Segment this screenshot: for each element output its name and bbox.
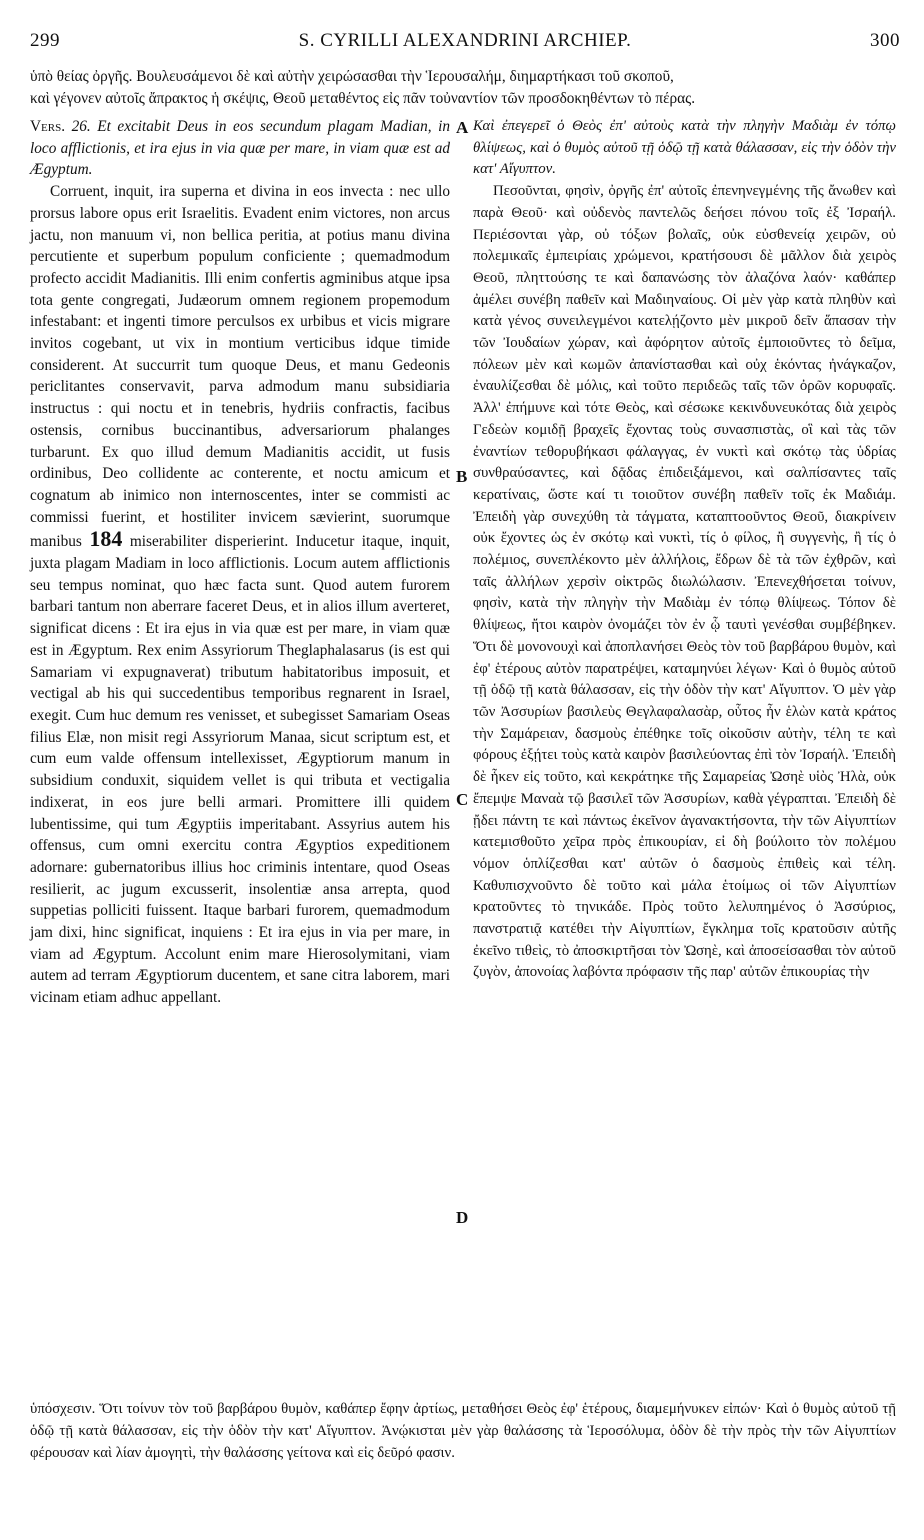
latin-verse — [30, 116, 450, 181]
greek-paragraph: Πεσοῦνται, φησὶν, ὀργῆς ἐπ' αὐτοῖς ἐπενηνεγμένης τῆς ἄνωθεν καὶ παρὰ Θεοῦ· καὶ οὐδενὸς παντελῶς δεήσει πόνου τοῖς ἐξ Ἰσραήλ. Περιέσονται γὰρ, οὐ τόξων βολαῖς, οὐκ εὐσθενείᾳ χειρῶν, οὐ πολεμικαῖς ἐμπειρίαις χρώμενοι, κρατήσουσι δὲ μᾶλλον διὰ χειρὸς Θεοῦ, πληττούσης τε καὶ δαπανώσης τὸν ἀλαζόνα λαόν· καθάπερ ἀμέλει συνέβη παθεῖν καὶ Μαδιηναίους. Οἱ μὲν γὰρ κατὰ πληθὺν καὶ κατὰ γένος συνειλεγμένοι κατελῄζοντο μὲν μικροῦ δεῖν ἅπασαν τὴν τῶν Ἰουδαίων χώραν, καὶ ἀφόρητον αὐτοῖς ἐμποιοῦντες τὸ δεῖμα, πόλεων μὲν καὶ κωμῶν ἀπανίστασθαι καὶ οὐχ ἑκόντας ἠνάγκαζον, ἐναυλίζεσθαι δὲ μόλις, καὶ τοῦτο περιδεῶς ταῖς τῶν ὀρῶν κορυφαῖς. Ἀλλ' ἐπήμυνε καὶ τότε Θεὸς, καὶ σέσωκε κεκινδυνευκότας διὰ χειρὸς Γεδεὼν κομιδῇ βραχεῖς ἔχοντας τοὺς συνασπιστὰς, οἳ καὶ τὰς τῶν ἐναντίων τεθορυβήκασι φάλαγγας, ἐν νυκτὶ καὶ σκότῳ τὰς ὑδρίας συνθραύσαντες, καὶ δᾷδας ἐπιδειξάμενοι, καὶ σαλπίσαντες ταῖς κερατίναις, ὥστε καί τι τοιοῦτον συνέβη παθεῖν τοῖς ἐκ Μαδιάμ. Ἐπειδὴ γὰρ συνεχύθη τὰ τάγματα, καταπτοοῦντος Θεοῦ, διακρίνειν οὐκ ἔχοντες ὡς ἐν σκότῳ καὶ νυκτὶ, τίς ὁ φίλος, ἢ συγγενὴς, ἢ τίς ὁ πολέμιος, συνεπλέκοντο μὲν ἀλλήλοις, ἔδρων δὲ τὰ τῶν ἐχθρῶν, καὶ ταῖς ἀλλήλων χερσὶν οἰκτρῶς διωλώλασιν. Ἐπενεχθήσεται τοίνυν, φησὶν, κατὰ τὴν πληγὴν τὴν Μαδιὰμ ἐν τόπῳ θλίψεως. Τόπον δὲ θλίψεως, ἤτοι καιρὸν ὀνομάζει τὸν ἐν ᾧ ταυτὶ γενέσθαι συμβέβηκεν. Ὅτι δὲ μονονουχὶ καὶ ἀποπλανήσει Θεὸς τὸν τοῦ βαρβάρου θυμὸν, καὶ ἐφ' ἑτέρους αὐτὸν παρατρέψει, καταμηνύει λέγων· Καὶ ὁ θυμὸς αὐτοῦ τῇ ὁδῷ τῇ κατὰ θάλασσαν, εἰς τὴν ὁδὸν τὴν κατ' Αἴγυπτον. Ὁ μὲν γὰρ τῶν Ἀσσυρίων βασιλεὺς Θεγλαφαλασὰρ, οὗτος ἦν ἑλὼν κατὰ κράτος τὴν Σαμάρειαν, δασμοὺς ἐπέθηκε τοῖς οἰκοῦσιν αὐτὴν, τέλη τε καὶ φόρους ἐξῄτει τοὺς κατὰ καιρὸν βασιλεύοντας ἐπὶ τὸν Ἰσραήλ. Ἐπειδὴ δὲ ἧκεν εἰς τοῦτο, καὶ κεκράτηκε τῆς Σαμαρείας Ὠσηὲ υἱὸς Ἠλὰ, οὐκ ἔπεμψε Μαναὰ τῷ βασιλεῖ τῶν Ἀσσυρίων, καθὰ γέγραπται. Ἐπειδὴ δὲ ᾔδει πάντη τε καὶ πάντως ἐκεῖνον ἀγανακτήσοντα, τὴν τῶν Αἰγυπτίων κατεμισθοῦτο χεῖρα πρὸς ἐπικουρίαν, εἰ δὴ βούλοιτο τὸν πολέμου νόμον ὁπλίζεσθαι κατ' αὐτῶν ὁ δασμοὺς ἐπιθεὶς καὶ τέλη. Καθυπισχνοῦντο δὲ τοῦτο καὶ μάλα ἑτοίμως οἱ τῶν Αἰγυπτίων κρατοῦντες τὸ τηνικάδε. Πρὸς τοῦτο λελυπημένος ὁ Ἀσσύριος, πανστρατιᾷ κατέθει τὴν Αἰγυπτίων, ἔγκλημα τοῖς κρατοῦσιν αὐτῆς ἐκεῖνο τιθεὶς, τὸ ἀποσκιρτῆσαι τὸν Ὠσηὲ, καὶ ἀποσείσασθαι τὸν αὐτοῦ ζυγὸν, ἀπονοίας λαβόντα πρόφασιν τῆς παρ' αὐτῶν ἐπικουρίας τὴν — [473, 183, 896, 981]
latin-text-part-2: miserabiliter disperierint. Inducetur itaque, inquit, juxta plagam Madiam in loco afflictionis. Locum autem afflictionis seu tempus nominat, quo hæc facta sunt. Quod autem furorem barbari tantum non aberrare faceret Deus, et in alios illum averteret, significat dicens : Et ira ejus in via quæ est per mare, in viam quæ est in Ægyptum. Rex enim Assyriorum Theglaphalasarus (is est qui Samariam vi expugnaverat) tributum habitatoribus imposuit, et vectigal ab his qui succedentibus temporibus regnarent in Israel, exegit. Cum huc demum res venisset, et subegisset Samariam Oseas filius Elæ, non misit regi Assyriorum Manaa, sicut scriptum est, et cum eum valde offensum intellexisset, Ægyptiorum manum in subsidium conduxit, siquidem vellet is qui tributa et vectigalia indixerat, in eos jure belli armari. Promittere illi quidem lubentissime, qui tum Ægyptiis imperitabant. Assyrius autem his offensus, cum omni exercitu contra Ægyptios expeditionem adornare: gubernatoribus illius hoc criminis intentare, quod Oseas resilierit, ac jugum excusserit, insolentiæ ansa arrepta, quod suppetias polliciti fuissent. Itaque barbari furorem, quemadmodum jam dixi, hinc significat, inquiens : Et ira ejus in via per mare, in viam ad Ægyptum. Accolunt enim mare Hierosolymitani, viam autem ad terram Ægyptiorum ducentem, et sane citra laborem, mari vicinam etiam adhuc appellant. — [30, 533, 451, 1007]
verse-label: Vers. — [30, 118, 66, 135]
top-greek-line-2: καὶ γέγονεν αὐτοῖς ἄπρακτος ἡ σκέψις, Θεοῦ μεταθέντος εἰς πᾶν τοὐναντίον τῶν προσδοκηθέντων τὸ πέρας. — [30, 90, 696, 107]
latin-text-part-1: Corruent, inquit, ira superna et divina in eos invecta : nec ullo prorsus labore opus erit Israelitis. Evadent enim victores, non arcus jactu, non manuum vi, non bellica peritia, at potius manu divina percutiente et superbum populum conficiente ; quemadmodum profecto accidit Madianitis. Illi enim confertis agminibus atque ipsa tota gente congregati, Judæorum omnem regionem propemodum infestabant: et ingenti timore perculsos ex urbibus et vicis migrare invitos cogebant, ut vix in montium verticibus idque timide considerent. At succurrit tum quoque Deus, et manu Gedeonis periclitantes conservavit, parva admodum manu subsidiaria instructus : qui noctu et in tenebris, hydriis confractis, facibus ostensis, cornibus buccinantibus, adversariorum phalanges turbarunt. Ex quo illud demum Madianitis accidit, ut fusis ordinibus, Deo collidente ac conterente, et noctu amicum et cognatum ab inimico non internoscentes, inter se commisti ac commissi fuerint, et hostiliter invicem sævierint, suorumque manibus — [30, 183, 450, 551]
running-title: S. CYRILLI ALEXANDRINI ARCHIEP. — [298, 30, 632, 51]
bottom-greek-paragraph: ὑπόσχεσιν. Ὅτι τοίνυν τὸν τοῦ βαρβάρου θυμὸν, καθάπερ ἔφην ἀρτίως, μεταθήσει Θεὸς ἐφ' ἑτέρους, διαμεμήνυκεν εἰπών· Καὶ ὁ θυμὸς αὐτοῦ τῇ ὁδῷ τῇ κατὰ θάλασσαν, εἰς τὴν ὁδὸν τὴν κατ' Αἴγυπτον. Ἀνῴκισται μὲν γὰρ θαλάσσης τὰ Ἱεροσόλυμα, ὁδὸν δὲ τὴν πρὸς τὴν τῶν Αἰγυπτίων φέρουσαν καὶ λίαν ἀμογητὶ, τὴν θαλάσσης γείτονα καὶ εἰς δεῦρό φασιν. — [30, 1401, 896, 1461]
margin-marker-a: A — [456, 118, 469, 137]
margin-marker-c: C — [456, 790, 469, 809]
margin-marker-d: D — [456, 1208, 469, 1227]
running-header — [30, 30, 900, 60]
page-number-right: 300 — [870, 30, 900, 51]
latin-verse-text: 26. Et excitabit Deus in eos secundum plagam Madian, in loco afflictionis, et ira ejus in via quæ per mare, in viam quæ est ad Ægyptum. — [30, 118, 450, 179]
latin-paragraph — [30, 181, 450, 1009]
marginal-page-number: 184 — [89, 526, 123, 552]
bottom-greek-text — [30, 1398, 896, 1464]
latin-column — [30, 116, 450, 1009]
margin-marker-b: B — [456, 467, 468, 486]
page-number-left: 299 — [30, 30, 60, 51]
top-greek-line-1: ὑπὸ θείας ὀργῆς. Βουλευσάμενοι δὲ καὶ αὐτὴν χειρώσασθαι τὴν Ἱερουσαλήμ, διημαρτήκασι τοῦ σκοποῦ, — [30, 68, 674, 85]
greek-column — [473, 116, 896, 984]
greek-verse: Καὶ ἐπεγερεῖ ὁ Θεὸς ἐπ' αὐτοὺς κατὰ τὴν πληγὴν Μαδιὰμ ἐν τόπῳ θλίψεως, καὶ ὁ θυμὸς αὐτοῦ τῇ ὁδῷ τῇ κατὰ θάλασσαν, εἰς τὴν ὁδὸν τὴν κατ' Αἴγυπτον. — [473, 118, 896, 178]
